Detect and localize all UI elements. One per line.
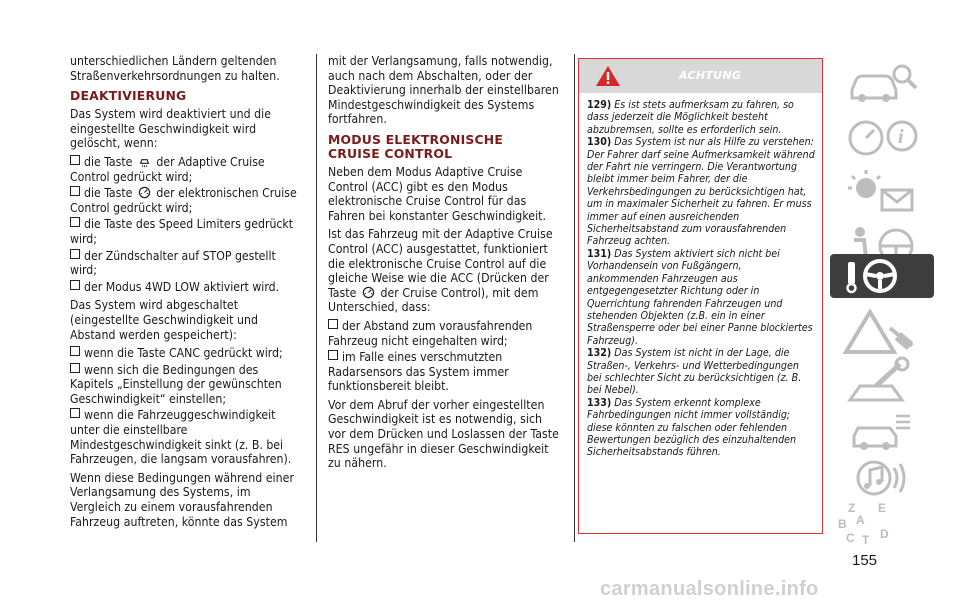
warning-item: 133) Das System erkennt komplexe Fahrbedingungen nicht immer vollständig; diese könnten zu falschen oder fehlenden Bewertungen bezüglich des einzuhaltenden Sicherheitsabstands führen. <box>587 396 797 459</box>
acc-button-icon <box>138 155 151 168</box>
warning-header <box>579 59 822 93</box>
svg-text:i: i <box>898 126 904 148</box>
list-item: der Modus 4WD LOW aktiviert wird. <box>70 280 300 295</box>
column-divider <box>574 54 575 542</box>
checkbox-bullet-icon <box>70 186 80 196</box>
paragraph: Vor dem Abruf der vorher eingestellten Geschwindigkeit ist es notwendig, sich vor dem Drücken und Loslassen der Taste RES ungefähr in dieser Geschwindigkeit zu nähern. <box>328 397 559 471</box>
list-item: die Taste des Speed Limiters gedrückt wird; <box>70 217 294 246</box>
paragraph: Das System wird deaktiviert und die eingestellte Geschwindigkeit wird gelöscht, wenn: <box>70 107 272 151</box>
chapter-tab-car-search[interactable] <box>830 56 934 109</box>
warning-triangle-icon <box>595 65 621 87</box>
paragraph: Wenn diese Bedingungen während einer Verlangsamung des Systems, im Vergleich zu einem vorausfahrenden Fahrzeug auftreten, könnte das System <box>70 470 295 529</box>
section-heading-modus-elektronische-cruise-control: MODUS ELEKTRONISCHE CRUISE CONTROL <box>328 131 504 161</box>
column-2 <box>328 54 563 475</box>
list-item: im Falle eines verschmutzten Radarsensors das System immer funktionsbereit bleibt. <box>328 350 509 394</box>
index-letters-icon <box>830 498 934 551</box>
car-search-icon <box>830 56 934 109</box>
index-letter: C <box>846 531 855 545</box>
list-item: wenn die Taste CANC gedrückt wird; <box>70 346 300 361</box>
list-item: der Zündschalter auf STOP gestellt wird; <box>70 248 276 278</box>
warning-item: 131) Das System aktiviert sich nicht bei Vorhandensein von Fußgängern, ankommenden Fahrzeugen aus entgegengesetzter Richtung oder in Querrichtung fahrenden Fahrzeugen und stehenden Objekten (z.B. ein in einer Straßensperre oder bei einer Panne blockiertes Fahrzeug). <box>587 247 813 347</box>
chapter-tab-info[interactable] <box>830 110 934 163</box>
chapter-tab-service[interactable] <box>830 356 934 409</box>
index-letter: Z <box>848 501 856 515</box>
warning-body <box>579 93 822 459</box>
list-item: der Abstand zum vorausfahrenden Fahrzeug nicht eingehalten wird; <box>328 318 533 348</box>
lights-messages-icon <box>830 164 934 217</box>
paragraph: Das System wird abgeschaltet (eingestellte Geschwindigkeit und Abstand werden gespeichert): <box>70 298 258 342</box>
warning-item: 129) Es ist stets aufmerksam zu fahren, so dass jederzeit die Möglichkeit besteht abzubremsen, sollte es erforderlich sein. <box>587 99 794 136</box>
checkbox-bullet-icon <box>70 363 80 373</box>
checkbox-bullet-icon <box>70 280 80 290</box>
footer-watermark: carmanualsonline.info <box>600 578 819 600</box>
warning-triangle-icon <box>830 306 934 359</box>
info-dashboard-icon <box>830 110 934 163</box>
speedometer-button-icon <box>362 286 375 299</box>
chapter-tab-warnings[interactable] <box>830 306 934 359</box>
warning-box <box>578 58 823 534</box>
driving-key-wheel-icon <box>830 254 934 298</box>
checkbox-bullet-icon <box>328 350 338 360</box>
chapter-tab-lights-messages[interactable] <box>830 164 934 217</box>
index-letter: T <box>862 533 870 547</box>
checkbox-bullet-icon <box>70 408 80 418</box>
paragraph: Neben dem Modus Adaptive Cruise Control (ACC) gibt es den Modus elektronische Cruise Control für das Fahren bei konstanter Geschwindigkeit. <box>328 164 547 223</box>
chapter-tab-index[interactable] <box>830 498 934 551</box>
section-heading-deaktivierung: DEAKTIVIERUNG <box>70 88 187 104</box>
index-letter: B <box>838 517 847 531</box>
index-letter: A <box>856 513 865 527</box>
warning-title: ACHTUNG <box>679 69 742 82</box>
list-item: die Taste der elektronischen Cruise Control gedrückt wird; <box>70 186 297 215</box>
checkbox-bullet-icon <box>70 217 80 227</box>
page-number: 155 <box>852 552 878 569</box>
index-letter: E <box>878 501 887 515</box>
list-item: wenn sich die Bedingungen des Kapitels „Einstellung der gewünschten Geschwindigkeit“ einstellen; <box>70 362 282 406</box>
column-1 <box>70 54 300 533</box>
paragraph: mit der Verlangsamung, falls notwendig, auch nach dem Abschalten, oder der Deaktivierung innerhalb der einstellbaren Mindestgeschwindigkeit des Systems fortfahren. <box>328 54 559 127</box>
checkbox-bullet-icon <box>70 155 80 165</box>
checkbox-bullet-icon <box>328 319 338 329</box>
list-item: die Taste der Adaptive Cruise Control gedrückt wird; <box>70 154 265 184</box>
paragraph: Ist das Fahrzeug mit der Adaptive Cruise Control (ACC) ausgestattet, funktioniert die elektronische Cruise Control auf die gleiche Weise wie die ACC (Drücken der Taste der Cruise Control), mit dem Unterschied, dass: <box>328 227 553 315</box>
checkbox-bullet-icon <box>70 346 80 356</box>
chapter-tab-driving[interactable] <box>830 254 934 298</box>
warning-item: 132) Das System ist nicht in der Lage, die Straßen-, Verkehrs- und Wetterbedingungen bei schlechter Sicht zu berücksichtigen (z. B. bei Nebel). <box>587 347 802 397</box>
paragraph: unterschiedlichen Ländern geltenden Straßenverkehrsordnungen zu halten. <box>70 54 280 83</box>
speedometer-button-icon <box>138 186 151 199</box>
checkbox-bullet-icon <box>70 249 80 259</box>
list-item: wenn die Fahrzeuggeschwindigkeit unter die einstellbare Mindestgeschwindigkeit sinkt (z. B. bei Fahrzeugen, die langsam vorausfahren). <box>70 408 292 467</box>
warning-item: 130) Das System ist nur als Hilfe zu verstehen: Der Fahrer darf seine Aufmerksamkeit während der Fahrt nie verringern. Die Verantwortung bleibt immer beim Fahrer, der die Verkehrsbedingungen zu berücksichtigen hat, um in maximaler Sicherheit zu fahren. Er muss immer auf einen ausreichenden Sicherheitsabstand zum vorausfahrenden Fahrzeug achten. <box>587 136 815 248</box>
service-wrench-icon <box>830 356 934 409</box>
column-divider <box>316 54 317 542</box>
index-letter: D <box>880 527 889 541</box>
